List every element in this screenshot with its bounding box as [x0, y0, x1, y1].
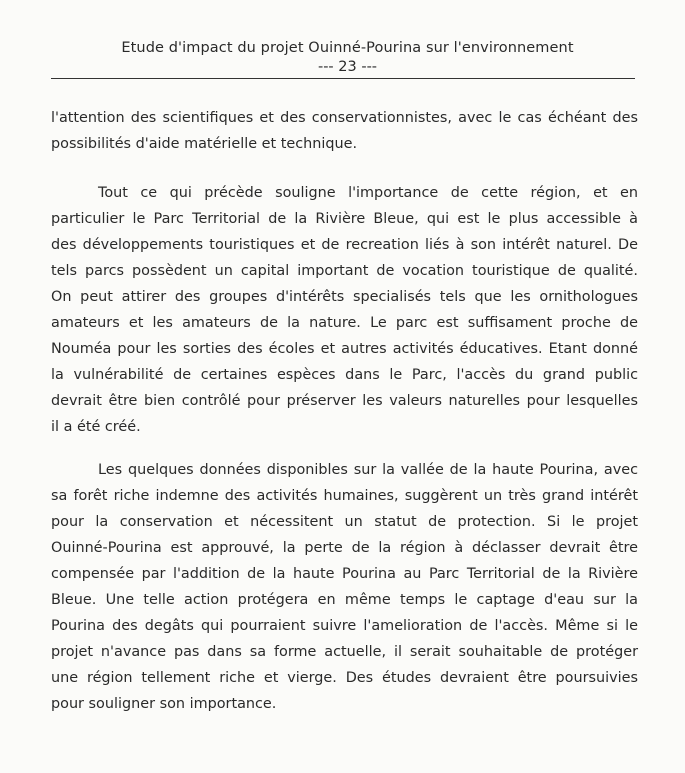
text-line: Tout ce qui précède souligne l'importance de cette région, et en — [98, 185, 638, 201]
page-header — [60, 38, 635, 76]
text-line: compensée par l'addition de la haute Pourina au Parc Territorial de la Rivière — [51, 566, 638, 582]
text-line: devrait être bien contrôlé pour préserver les valeurs naturelles pour lesquelles — [51, 393, 638, 409]
text-line: il a été créé. — [51, 419, 141, 435]
text-line: On peut attirer des groupes d'intérêts specialisés tels que les ornithologues — [51, 289, 638, 305]
text-line: sa forêt riche indemne des activités humaines, suggèrent un très grand intérêt — [51, 488, 638, 504]
text-line: des développements touristiques et de recreation liés à son intérêt naturel. De — [51, 237, 638, 253]
text-line: tels parcs possèdent un capital important de vocation touristique de qualité. — [51, 263, 638, 279]
text-line: particulier le Parc Territorial de la Rivière Bleue, qui est le plus accessible à — [51, 211, 638, 227]
paragraph-3 — [51, 457, 638, 717]
text-line: projet n'avance pas dans sa forme actuelle, il serait souhaitable de protéger — [51, 644, 638, 660]
text-line: Les quelques données disponibles sur la vallée de la haute Pourina, avec — [98, 462, 638, 478]
text-line: Pourina des degâts qui pourraient suivre l'amelioration de l'accès. Même si le — [51, 618, 638, 634]
header-rule — [51, 78, 635, 79]
text-line: pour la conservation et nécessitent un statut de protection. Si le projet — [51, 514, 638, 530]
document-title: Etude d'impact du projet Ouinné-Pourina sur l'environnement — [121, 40, 574, 56]
text-line: possibilités d'aide matérielle et technique. — [51, 136, 358, 152]
paragraph-2 — [51, 180, 638, 440]
text-line: Bleue. Une telle action protégera en même temps le captage d'eau sur la — [51, 592, 638, 608]
text-line: une région tellement riche et vierge. Des études devraient être poursuivies — [51, 670, 638, 686]
text-line: Nouméa pour les sorties des écoles et autres activités éducatives. Etant donné — [51, 341, 638, 357]
text-line: Ouinné-Pourina est approuvé, la perte de la région à déclasser devrait être — [51, 540, 638, 556]
page-number: --- 23 --- — [317, 59, 378, 75]
text-line: l'attention des scientifiques et des conservationnistes, avec le cas échéant des — [51, 110, 638, 126]
text-line: la vulnérabilité de certaines espèces dans le Parc, l'accès du grand public — [51, 367, 638, 383]
text-line: amateurs et les amateurs de la nature. Le parc est suffisament proche de — [51, 315, 638, 331]
text-line: pour souligner son importance. — [51, 696, 277, 712]
paragraph-1 — [51, 105, 638, 157]
